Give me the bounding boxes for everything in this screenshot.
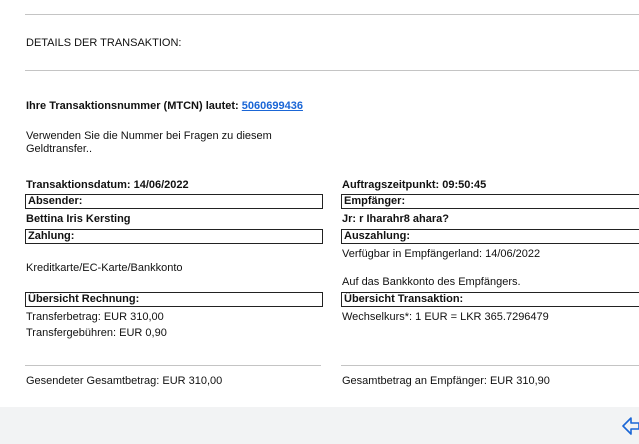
section-title: DETAILS DER TRANSAKTION:: [26, 37, 182, 49]
back-arrow-icon[interactable]: [621, 415, 639, 437]
sender-name: Bettina Iris Kersting: [26, 213, 131, 225]
available-date: Verfügbar in Empfängerland: 14/06/2022: [342, 248, 541, 260]
receiver-name: Jr: r Iharahr8 ahara?: [342, 213, 449, 225]
order-time: Auftragszeitpunkt: 09:50:45: [342, 179, 487, 191]
right-total-divider: [341, 365, 639, 366]
total-sent: Gesendeter Gesamtbetrag: EUR 310,00: [26, 375, 223, 387]
title-divider: [25, 70, 639, 71]
transaction-overview-header: Übersicht Transaktion:: [341, 292, 639, 307]
receiver-header: Empfänger:: [341, 194, 639, 209]
transfer-amount: Transferbetrag: EUR 310,00: [26, 311, 164, 323]
left-total-divider: [25, 365, 321, 366]
invoice-header: Übersicht Rechnung:: [25, 292, 323, 307]
info-line-2: Geldtransfer..: [26, 143, 93, 155]
total-received: Gesamtbetrag an Empfänger: EUR 310,90: [342, 375, 550, 387]
transaction-date: Transaktionsdatum: 14/06/2022: [26, 179, 189, 191]
transfer-fee: Transfergebühren: EUR 0,90: [26, 327, 167, 339]
payout-header: Auszahlung:: [341, 229, 639, 244]
bank-account-note: Auf das Bankkonto des Empfängers.: [342, 276, 521, 288]
mtcn-line: [26, 100, 303, 113]
top-divider: [25, 14, 639, 15]
info-line-1: Verwenden Sie die Nummer bei Fragen zu diesem: [26, 130, 272, 142]
exchange-rate: Wechselkurs*: 1 EUR = LKR 365.7296479: [342, 311, 549, 323]
payment-method: Kreditkarte/EC-Karte/Bankkonto: [26, 262, 183, 274]
payment-header: Zahlung:: [25, 229, 323, 244]
mtcn-label: Ihre Transaktionsnummer (MTCN) lautet:: [26, 100, 239, 112]
sender-header: Absender:: [25, 194, 323, 209]
bottom-toolbar: [0, 407, 639, 444]
mtcn-number-link[interactable]: 5060699436: [241, 100, 303, 112]
